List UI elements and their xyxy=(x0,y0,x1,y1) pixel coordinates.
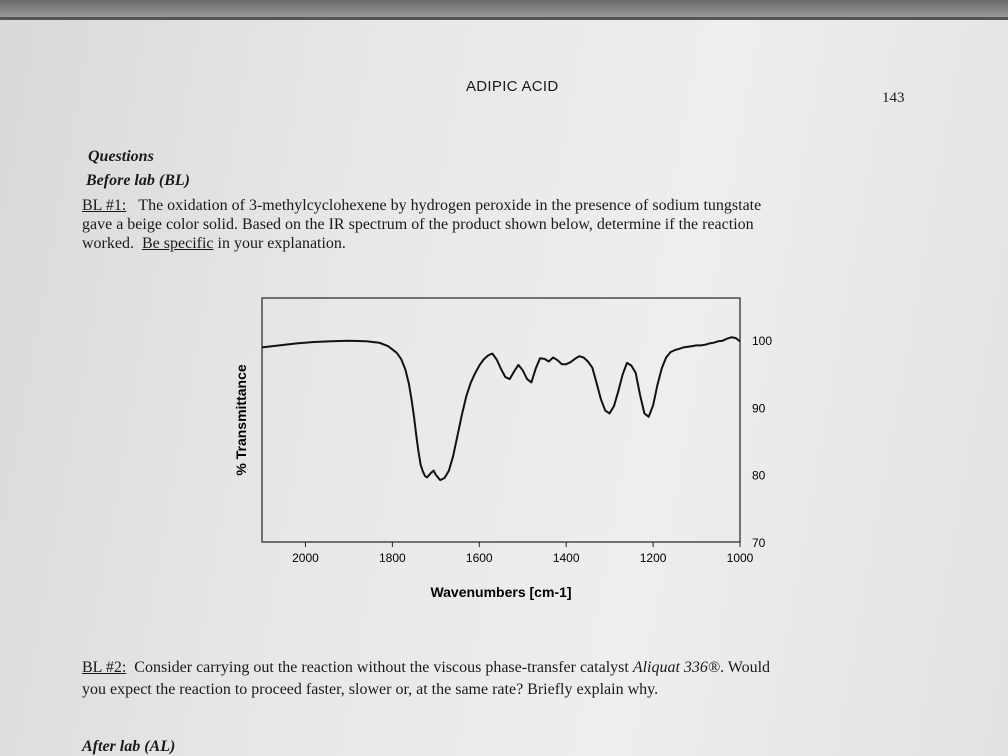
bl2-line-1 xyxy=(82,658,942,677)
x-tick-label: 1000 xyxy=(726,551,754,565)
y-tick-label: 90 xyxy=(752,401,766,416)
bl1-text-3b: in your explanation. xyxy=(217,235,346,252)
x-tick-label: 1400 xyxy=(552,551,580,565)
y-axis-ticks xyxy=(752,334,772,550)
bl2-catalyst: Aliquat 336® xyxy=(632,659,721,676)
page-top-edge xyxy=(0,0,1008,18)
running-head: ADIPIC ACID xyxy=(466,78,559,95)
questions-heading: Questions xyxy=(88,148,154,165)
y-tick-label: 100 xyxy=(752,334,773,348)
ir-spectrum-chart xyxy=(225,288,785,608)
y-axis-title: % Transmittance xyxy=(233,364,249,476)
bl2-line-2 xyxy=(82,680,942,699)
x-axis-title: Wavenumbers [cm-1] xyxy=(430,584,572,600)
bl1-line-3 xyxy=(82,234,942,253)
bl2-text-2: you expect the reaction to proceed faster, slower or, at the same rate? Briefly explain why. xyxy=(82,681,659,698)
before-lab-heading: Before lab (BL) xyxy=(86,172,190,189)
bl2-text-1a: Consider carrying out the reaction without the viscous phase-transfer catalyst xyxy=(134,659,629,676)
page-number: 143 xyxy=(882,90,905,106)
bl1-text-3a: worked. xyxy=(82,235,134,252)
x-axis-ticks xyxy=(292,542,754,565)
bl2-label: BL #2: xyxy=(82,659,127,676)
page-edge-line xyxy=(0,17,1008,20)
x-tick-label: 1200 xyxy=(639,551,667,565)
bl1-text-1: The oxidation of 3-methylcyclohexene by hydrogen peroxide in the presence of sodium tungstate xyxy=(138,197,762,214)
y-tick-label: 80 xyxy=(752,468,766,483)
bl1-text-2: gave a beige color solid. Based on the IR spectrum of the product shown below, determine if the reaction xyxy=(82,216,754,233)
bl2-text-1b: . Would xyxy=(720,659,771,676)
bl1-label: BL #1: xyxy=(82,197,127,214)
ir-spectrum-line xyxy=(262,337,740,480)
x-tick-label: 2000 xyxy=(292,551,319,565)
bl1-line-2 xyxy=(82,215,942,234)
bl1-be-specific: Be specific xyxy=(141,235,214,252)
plot-area-frame xyxy=(262,298,740,542)
bl1-line-1 xyxy=(82,196,942,215)
x-tick-label: 1800 xyxy=(379,551,406,565)
x-tick-label: 1600 xyxy=(465,551,493,565)
after-lab-heading: After lab (AL) xyxy=(82,738,176,755)
y-tick-label: 70 xyxy=(752,536,766,550)
